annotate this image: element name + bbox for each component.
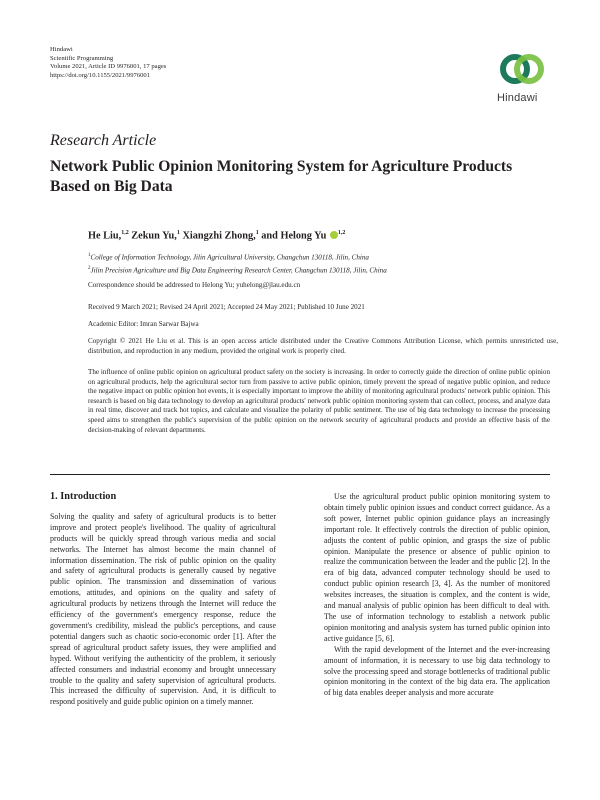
author-name: and Helong Yu xyxy=(258,230,327,242)
body-paragraph: Use the agricultural product public opinion monitoring system to obtain timely public opinion issues and conduct correct guidance. As a soft power, Internet public opinion guidance plays an increasingly important role. It effectively controls the direction of public opinion, adjusts the content of public opinion, and grasps the size of public opinion. Manipulate the presence or absence of public opinion to realize the communication between the leader and the public [2]. In the era of big data, advanced computer technology should be used to conduct public opinion research [3, 4]. As the number of monitored websites increases, the situation is complex, and the content is wide, and manual analysis of public opinion has been difficult to deal with. The use of information technology to establish a network public opinion monitoring and analysis system has turned public opinion into active guidance [5, 6]. xyxy=(324,492,550,643)
author-name: Xiangzhi Zhong, xyxy=(179,230,256,242)
affiliation-text: Jilin Precision Agriculture and Big Data Engineering Research Center, Changchun 130118, Jilin, China xyxy=(90,266,387,275)
author-name: He Liu, xyxy=(88,230,122,242)
author-affiliation-sup: 1 xyxy=(255,230,259,236)
abstract: The influence of online public opinion on agricultural product safety on the society is increasing. In order to correctly guide the direction of online public opinion on agricultural products, help the agricultural sector turn from passive to active public opinion, timely prevent the spread of negative public opinion, and reduce the negative impact on public opinion hot events, it is especially important to improve the ability of monitoring agricultural products' network public opinion. This research is based on big data technology to develop an agricultural products' network public opinion monitoring system that can collect, process, and analyze data in real time, discover and track hot topics, and calculate and visualize the polarity of public sentiment. The use of big data technology to increase the processing speed aims to strengthen the public's supervision of the public opinion on the network security of agricultural products and provide an effective basis of the decision-making of relevant departments. xyxy=(88,368,550,434)
author-list xyxy=(88,230,345,241)
affiliation-1 xyxy=(88,251,558,263)
publisher-name: Hindawi xyxy=(50,46,73,53)
academic-editor: Academic Editor: Imran Sarwar Bajwa xyxy=(88,320,199,328)
affiliation-2 xyxy=(88,264,558,276)
doi-link[interactable]: https://doi.org/10.1155/2021/9976001 xyxy=(50,71,151,79)
article-type: Research Article xyxy=(50,132,157,149)
author-affiliation-sup: 1,2 xyxy=(337,230,346,236)
body-paragraph: With the rapid development of the Internet and the ever-increasing amount of information, it is necessary to use big data technology to solve the processing speed and storage bottlenecks of traditional public opinion monitoring in the context of the big data era. The application of big data enables deeper analysis and more accurate xyxy=(324,644,550,698)
right-column xyxy=(324,492,550,699)
correspondence: Correspondence should be addressed to Helong Yu; yuhelong@jlau.edu.cn xyxy=(88,281,301,289)
divider-rule xyxy=(50,474,550,475)
journal-name: Scientific Programming xyxy=(50,54,114,62)
logo-text: Hindawi xyxy=(497,92,538,104)
left-column xyxy=(50,492,276,708)
paper-title: Network Public Opinion Monitoring System for Agriculture Products Based on Big Data xyxy=(50,158,513,195)
author-name: Zekun Yu, xyxy=(128,230,177,242)
author-affiliation-sup: 1,2 xyxy=(121,230,129,236)
author-affiliation-sup: 1 xyxy=(176,230,180,236)
orcid-icon[interactable] xyxy=(330,231,338,239)
affiliation-sup: 2 xyxy=(88,266,91,271)
journal-info xyxy=(50,46,166,80)
publication-dates: Received 9 March 2021; Revised 24 April 2021; Accepted 24 May 2021; Published 10 June 2021 xyxy=(88,303,365,311)
affiliation-sup: 1 xyxy=(88,253,91,258)
section-heading: 1. Introduction xyxy=(50,491,117,502)
copyright-notice: Copyright © 2021 He Liu et al. This is an open access article distributed under the Creative Commons Attribution License, which permits unrestricted use, distribution, and reproduction in any medium, provided the original work is properly cited. xyxy=(88,337,558,355)
volume-line: Volume 2021, Article ID 9976001, 17 pages xyxy=(50,63,167,71)
body-paragraph: Solving the quality and safety of agricultural products is to better improve and protect people's livelihood. The quality of agricultural products will be quickly spread through various media and social networks. The Internet has almost become the main channel of information dissemination. The risk of public opinion on the quality and safety of agricultural products is generally caused by negative public opinion. The transmission and dissemination of various emotions, attitudes, and opinions on the quality and safety of agricultural products by netizens through the Internet will reduce the efficiency of the government's emergency response, reduce the government's credibility, mislead the public's perceptions, and cause potential dangers such as chaotic socio-economic order [1]. After the spread of agricultural product safety issues, they were amplified and hyped. Without verifying the authenticity of the problem, it seriously affected consumers and industrial economy and brought unnecessary trouble to the quality and safety supervision of agricultural products. This increased the difficulty of supervision. And, it is difficult to respond positively and guide public opinion on a timely manner. xyxy=(50,511,276,707)
affiliation-text: College of Information Technology, Jilin Agricultural University, Changchun 130118, Jilin, China xyxy=(90,253,369,262)
